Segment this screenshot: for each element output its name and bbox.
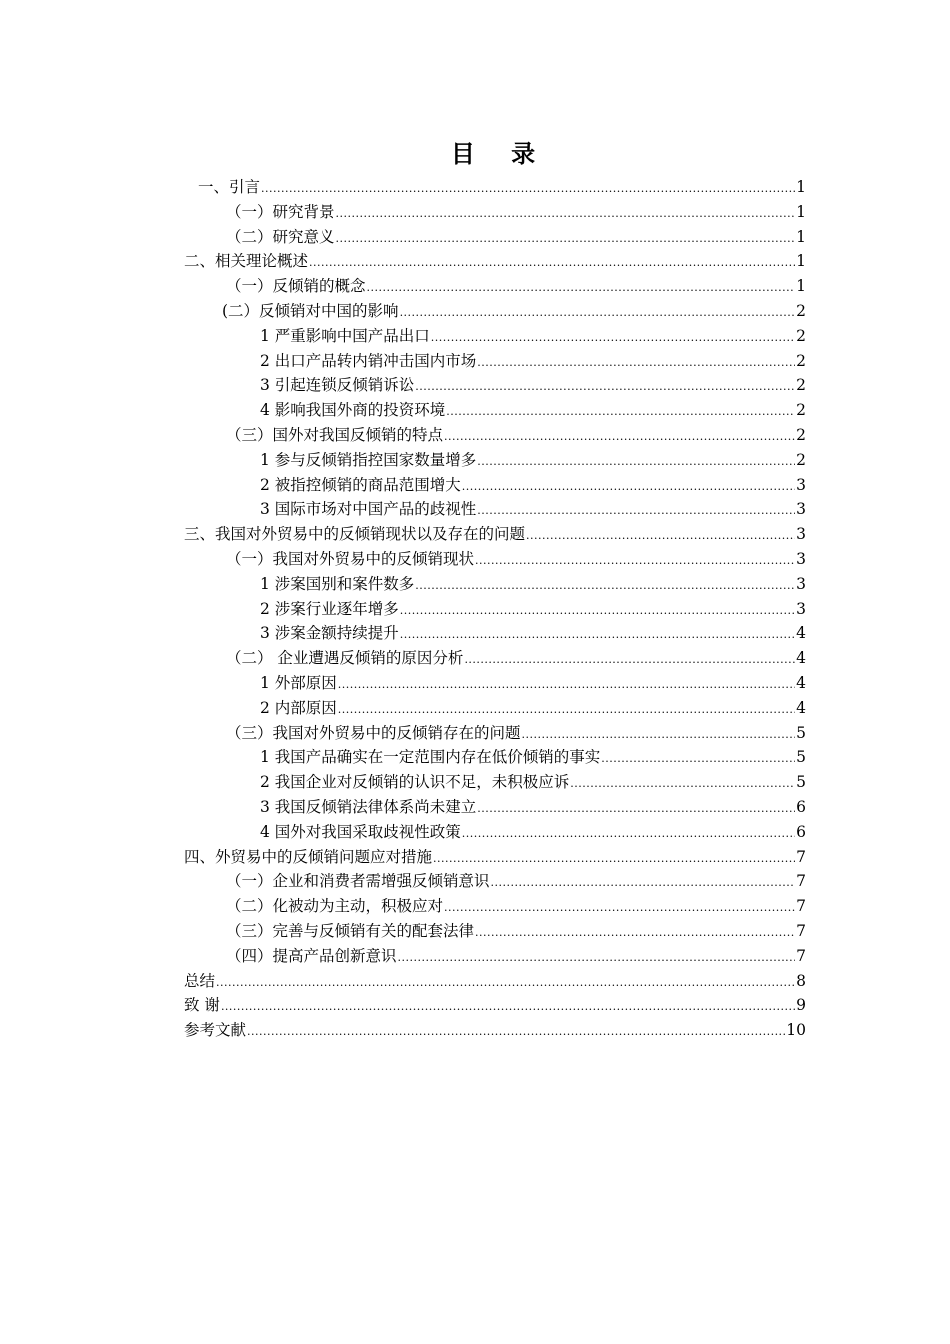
toc-entry[interactable] — [184, 869, 806, 894]
toc-entry[interactable] — [184, 225, 806, 250]
toc-entry-label: 一、引言 — [198, 178, 261, 196]
toc-page-number: 4 — [796, 698, 806, 717]
toc-leader-dots — [221, 995, 795, 1020]
toc-page-number: 2 — [796, 351, 806, 370]
toc-leader-dots — [477, 499, 795, 524]
toc-entry[interactable] — [184, 299, 806, 324]
toc-entry[interactable] — [184, 745, 806, 770]
toc-leader-dots — [462, 822, 795, 847]
toc-entry[interactable] — [184, 398, 806, 423]
toc-entry-label: 总结 — [184, 971, 216, 990]
toc-page-number: 9 — [796, 996, 806, 1015]
toc-entry-label: 1 外部原因 — [260, 673, 337, 692]
toc-page-number: 2 — [796, 401, 806, 420]
toc-entry-label: 3 涉案金额持续提升 — [260, 624, 399, 643]
toc-entry-label: 3 国际市场对中国产品的歧视性 — [260, 500, 477, 519]
toc-leader-dots — [477, 450, 795, 475]
toc-page-number: 5 — [796, 773, 806, 792]
toc-page-number: 2 — [796, 301, 806, 320]
toc-entry-label: （二） 企业遭遇反倾销的原因分析 — [226, 649, 464, 668]
toc-entry[interactable] — [184, 597, 806, 622]
toc-leader-dots — [338, 698, 795, 723]
toc-page-number: 3 — [796, 525, 806, 544]
toc-leader-dots — [336, 202, 796, 227]
toc-page-number: 4 — [796, 673, 806, 692]
toc-entry[interactable] — [184, 423, 806, 448]
toc-leader-dots — [522, 723, 796, 748]
toc-entry[interactable] — [184, 497, 806, 522]
toc-page-number: 1 — [796, 202, 806, 221]
toc-entry-label: 1 我国产品确实在一定范围内存在低价倾销的事实 — [260, 748, 601, 767]
toc-page-number: 2 — [796, 376, 806, 395]
toc-entry-label: 致 谢 — [184, 996, 220, 1015]
toc-leader-dots — [444, 896, 795, 921]
toc-entry-label: （三）完善与反倾销有关的配套法律 — [226, 921, 475, 940]
toc-leader-dots — [336, 227, 796, 252]
toc-leader-dots — [216, 971, 795, 996]
toc-page-number: 2 — [796, 326, 806, 345]
toc-entry-label: （三）我国对外贸易中的反倾销存在的问题 — [226, 723, 521, 742]
toc-leader-dots — [526, 524, 795, 549]
toc-entry-label: 4 国外对我国采取歧视性政策 — [260, 822, 461, 841]
toc-page-number: 7 — [796, 921, 806, 940]
toc-entry-label: 2 内部原因 — [260, 698, 337, 717]
toc-page-number: 1 — [796, 277, 806, 296]
toc-entry-label: 四、外贸易中的反倾销问题应对措施 — [184, 847, 433, 866]
toc-entry-label: （三）国外对我国反倾销的特点 — [226, 425, 444, 444]
toc-entry[interactable] — [184, 373, 806, 398]
toc-entry[interactable] — [184, 845, 806, 870]
toc-leader-dots — [477, 351, 795, 376]
toc-entry[interactable] — [184, 671, 806, 696]
toc-entry[interactable] — [184, 249, 806, 274]
toc-leader-dots — [400, 623, 795, 648]
toc-entry[interactable] — [184, 919, 806, 944]
toc-leader-dots — [415, 375, 795, 400]
toc-leader-dots — [400, 301, 796, 326]
toc-leader-dots — [446, 400, 795, 425]
toc-leader-dots — [491, 871, 796, 896]
toc-page-number: 10 — [786, 1021, 806, 1040]
toc-page-number: 1 — [796, 227, 806, 246]
toc-entry[interactable] — [184, 646, 806, 671]
toc-entry[interactable] — [184, 473, 806, 498]
toc-leader-dots — [261, 177, 795, 202]
toc-entry-label: 2 被指控倾销的商品范围增大 — [260, 475, 461, 494]
toc-leader-dots — [338, 673, 795, 698]
toc-leader-dots — [367, 276, 796, 301]
toc-entry[interactable] — [184, 448, 806, 473]
toc-page-number: 2 — [796, 450, 806, 469]
toc-entry-label: 2 我国企业对反倾销的认识不足，未积极应诉 — [260, 773, 570, 792]
toc-entry-label: 2 出口产品转内销冲击国内市场 — [260, 351, 477, 370]
toc-entry[interactable] — [184, 770, 806, 795]
toc-leader-dots — [477, 797, 795, 822]
toc-title: 目 录 — [450, 140, 550, 168]
toc-leader-dots — [433, 847, 795, 872]
toc-page-number: 7 — [796, 897, 806, 916]
toc-page-number: 4 — [796, 649, 806, 668]
toc-entry[interactable] — [184, 349, 806, 374]
toc-entry[interactable] — [184, 522, 806, 547]
toc-entry[interactable] — [184, 820, 806, 845]
toc-entry[interactable] — [184, 721, 806, 746]
toc-entry[interactable] — [184, 200, 806, 225]
toc-leader-dots — [431, 326, 795, 351]
toc-leader-dots — [444, 425, 795, 450]
toc-entry-label: 二、相关理论概述 — [184, 252, 309, 271]
toc-leader-dots — [475, 921, 795, 946]
table-of-contents — [184, 175, 806, 1043]
toc-entry-label: 1 涉案国别和案件数多 — [260, 574, 415, 593]
toc-entry[interactable] — [184, 696, 806, 721]
toc-entry[interactable] — [184, 175, 806, 200]
toc-entry-label: （一）企业和消费者需增强反倾销意识 — [226, 872, 490, 891]
toc-entry[interactable] — [184, 795, 806, 820]
toc-page-number: 3 — [796, 500, 806, 519]
toc-entry[interactable] — [184, 621, 806, 646]
toc-entry-label: （一）研究背景 — [226, 202, 335, 221]
toc-page-number: 4 — [796, 624, 806, 643]
toc-entry-label: 三、我国对外贸易中的反倾销现状以及存在的问题 — [184, 525, 526, 544]
toc-entry-label: 2 涉案行业逐年增多 — [260, 599, 399, 618]
toc-entry[interactable] — [184, 993, 806, 1018]
toc-leader-dots — [415, 574, 795, 599]
toc-page-number: 7 — [796, 872, 806, 891]
toc-page-number: 3 — [796, 549, 806, 568]
toc-page-number: 1 — [796, 178, 806, 196]
toc-entry-label: （一）我国对外贸易中的反倾销现状 — [226, 549, 475, 568]
toc-entry-label: （一）反倾销的概念 — [226, 277, 366, 296]
toc-page-number: 7 — [796, 847, 806, 866]
toc-page-number: 3 — [796, 574, 806, 593]
toc-leader-dots — [601, 747, 795, 772]
toc-entry[interactable] — [184, 572, 806, 597]
toc-leader-dots — [398, 946, 796, 971]
toc-page-number: 3 — [796, 599, 806, 618]
toc-page-number: 5 — [796, 748, 806, 767]
toc-page-number: 2 — [796, 425, 806, 444]
toc-leader-dots — [570, 772, 795, 797]
toc-entry-label: 参考文献 — [184, 1021, 247, 1040]
toc-entry[interactable] — [184, 969, 806, 994]
toc-entry-label: 3 我国反倾销法律体系尚未建立 — [260, 797, 477, 816]
toc-entry-label: 3 引起连锁反倾销诉讼 — [260, 376, 415, 395]
toc-page-number: 6 — [796, 822, 806, 841]
toc-leader-dots — [464, 648, 795, 673]
toc-entry-label: 1 参与反倾销指控国家数量增多 — [260, 450, 477, 469]
toc-entry-label: (二）反倾销对中国的影响 — [222, 301, 399, 320]
toc-page-number: 8 — [796, 971, 806, 990]
toc-entry[interactable] — [184, 547, 806, 572]
toc-entry-label: 1 严重影响中国产品出口 — [260, 326, 430, 345]
toc-page-number: 5 — [796, 723, 806, 742]
toc-entry[interactable] — [184, 1018, 806, 1043]
toc-entry[interactable] — [184, 944, 806, 969]
toc-entry[interactable] — [184, 274, 806, 299]
toc-entry-label: （二）化被动为主动，积极应对 — [226, 897, 444, 916]
toc-entry-label: 4 影响我国外商的投资环境 — [260, 401, 446, 420]
toc-entry[interactable] — [184, 324, 806, 349]
toc-page-number: 6 — [796, 797, 806, 816]
toc-leader-dots — [475, 549, 795, 574]
toc-leader-dots — [462, 475, 795, 500]
toc-leader-dots — [247, 1020, 785, 1045]
toc-page-number: 7 — [796, 946, 806, 965]
toc-page-number: 3 — [796, 475, 806, 494]
toc-entry-label: （四）提高产品创新意识 — [226, 946, 397, 965]
toc-entry-label: （二）研究意义 — [226, 227, 335, 246]
toc-leader-dots — [400, 599, 795, 624]
toc-entry[interactable] — [184, 894, 806, 919]
toc-leader-dots — [309, 251, 795, 276]
toc-page-number: 1 — [796, 252, 806, 271]
